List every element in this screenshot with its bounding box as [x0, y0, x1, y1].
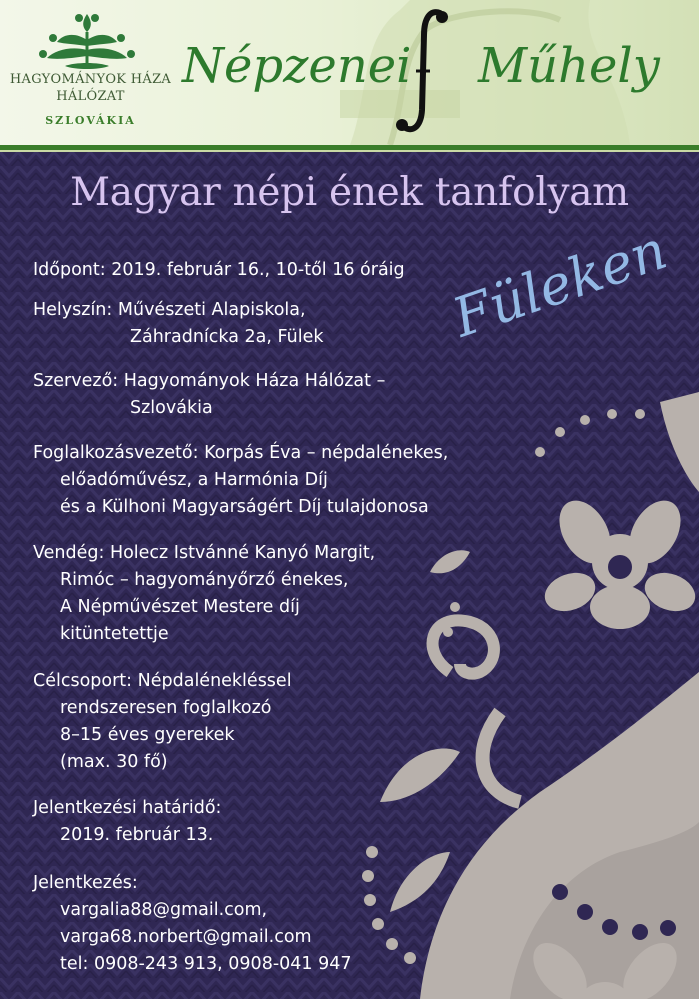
target-line1: Népdalénekléssel [137, 671, 292, 691]
guest-label: Vendég: [33, 543, 105, 563]
deadline-value: 2019. február 13. [60, 825, 214, 845]
target-label: Célcsoport: [33, 671, 133, 691]
town-name: Füleken [445, 218, 675, 350]
application-row [33, 870, 352, 978]
logo-network: HÁLÓZAT [56, 89, 125, 104]
place-row [33, 297, 323, 351]
f-hole-icon [390, 5, 455, 140]
target-group-row [33, 668, 292, 776]
guest-line1: Holecz Istvánné Kanyó Margit, [109, 543, 376, 563]
organizer-line2: Szlovákia [130, 398, 213, 418]
course-title: Magyar népi ének tanfolyam [70, 170, 629, 215]
logo-org-name: HAGYOMÁNYOK HÁZA [9, 72, 172, 87]
target-line2: rendszeresen foglalkozó [60, 698, 272, 718]
deadline-label: Jelentkezési határidő: [33, 798, 222, 818]
leader-line2: előadóművész, a Harmónia Díj [60, 470, 328, 490]
guest-row [33, 540, 375, 648]
application-label: Jelentkezés: [33, 873, 138, 893]
header-banner [0, 0, 699, 145]
deadline-row [33, 795, 221, 849]
phone-numbers: tel: 0908-243 913, 0908-041 947 [60, 954, 352, 974]
logo-country: SZLOVÁKIA [45, 114, 136, 127]
target-line3: 8–15 éves gyerekek [60, 725, 235, 745]
organizer-line1: Hagyományok Háza Hálózat – [123, 371, 386, 391]
place-line2: Záhradnícka 2a, Fülek [130, 327, 324, 347]
organizer-label: Szervező: [33, 371, 119, 391]
email-link-2[interactable]: varga68.norbert@gmail.com [60, 927, 312, 947]
leader-row [33, 440, 448, 521]
guest-line4: kitüntetettje [60, 624, 169, 644]
guest-line3: A Népművészet Mestere díj [60, 597, 300, 617]
guest-line2: Rimóc – hagyományőrző énekes, [60, 570, 349, 590]
email-link-1[interactable]: vargalia88@gmail.com, [60, 900, 268, 920]
time-row [33, 257, 405, 284]
leader-line3: és a Külhoni Magyarságért Díj tulajdonosa [60, 497, 429, 517]
place-line1: Művészeti Alapiskola, [117, 300, 306, 320]
target-line4: (max. 30 fő) [60, 752, 168, 772]
tree-of-life-logo-icon [35, 12, 140, 72]
brand-title-left: Népzenei [182, 38, 412, 94]
leader-line1: Korpás Éva – népdalénekes, [204, 443, 449, 463]
leader-label: Foglalkozásvezető: [33, 443, 199, 463]
time-value: 2019. február 16., 10-től 16 óráig [111, 260, 405, 280]
organizer-row [33, 368, 385, 422]
place-label: Helyszín: [33, 300, 113, 320]
brand-title-right: Műhely [478, 38, 660, 94]
time-label: Időpont: [33, 260, 106, 280]
